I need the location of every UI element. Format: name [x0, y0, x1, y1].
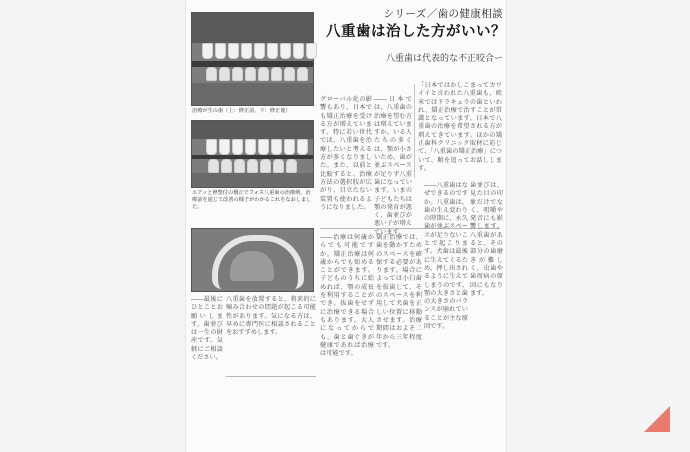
body-column: 「日本ではかしこまってカワイイと言われた八重歯も、欧米ではドラキュラの歯といわれ、矯正治療で治すことが常識となっています。日本で八重歯の治療を希望される方が増えてきています。ほかの矯正歯科クリニック取材に応じて、「八重歯の矯正治療」について、順を追ってお話しします。: [418, 82, 502, 172]
photo-caption-2: エアッと修整付の矯正でフォス八重歯の治療例。治療前を通じて改善の様子がわかるこれをなおしました。: [192, 190, 312, 210]
corner-fold-icon: [644, 406, 670, 432]
article-headline: 八重歯は治した方がいい？: [326, 24, 506, 40]
body-column: ――治療は何歳からでも可能ですか。矯正治療は何歳からでも始めることができます。子どものうちに始めれば、顎の成長を利用することができ、抜歯をせずに治療できる場合もあります。大人になってからでも、歯と歯ぐきが健康であれば治療は可能です。: [320, 234, 374, 358]
dental-arch-photo: [191, 228, 314, 292]
series-title: シリーズ／歯の健康相談: [383, 8, 503, 20]
body-column: ――最後にひとことお願いします。歯並びは一生の財産です。気軽にご相談ください。: [191, 296, 223, 362]
teeth-photo-before: [191, 12, 314, 106]
photo-caption-1: 治療が生の歯（上：修正前、下：修正後）: [192, 108, 291, 114]
body-column: ――日本では、八重歯の治療を望む方は増えていますか。いる人たちの多くは、顎が小さいため、歯が並ぶスペースが足りず八重歯になっています。いまの子どもたちは顎の発育が悪く、歯並びが悪い子が増えています。: [374, 96, 412, 236]
article-subheadline: 八重歯は代表的な不正咬合ー: [385, 54, 503, 64]
body-column: 八重歯を放置すると、将来的に噛み合わせの問題が起こる可能性があります。気になる方は、早めに専門医に相談されることをおすすめします。: [226, 296, 316, 337]
body-column: ――八重歯はなぜできるのですか。八重歯は、歯の生え変わりの時期に、永久歯が並ぶスペースが足りないことで起こります。犬歯は最後に生えてくるため、押し出されるように生えてしまうのです。顎の大きさと歯の大きさのバランスが崩れていることが主な原因です。: [424, 182, 468, 331]
body-column: 歯並びは、見た目の印象だけでなく、咀嚼や発音にも影響します。八重歯があると、その部分の歯磨きが難しく、虫歯や歯周病の原因にもなります。: [470, 182, 503, 297]
newspaper-clipping: [186, 0, 506, 452]
body-column: グローバル化の影響もあり、日本でも矯正治療を受ける方が増えています。特に若い世代では、八重歯を治療したいと考える方が多くなりました。また、以前と比較すると、治療方法の選択肢が広がり、目立たない装置も使われるようになりました。: [320, 96, 372, 211]
teeth-photo-after: [191, 120, 314, 188]
body-column: 矯正治療では、歯を動かすためのスペースを確保する必要があります。場合によっては小臼歯を抜歯して、そのスペースを利用して犬歯を正しい位置に移動させます。治療期間はおよそ二年から三年程度です。: [376, 234, 422, 349]
